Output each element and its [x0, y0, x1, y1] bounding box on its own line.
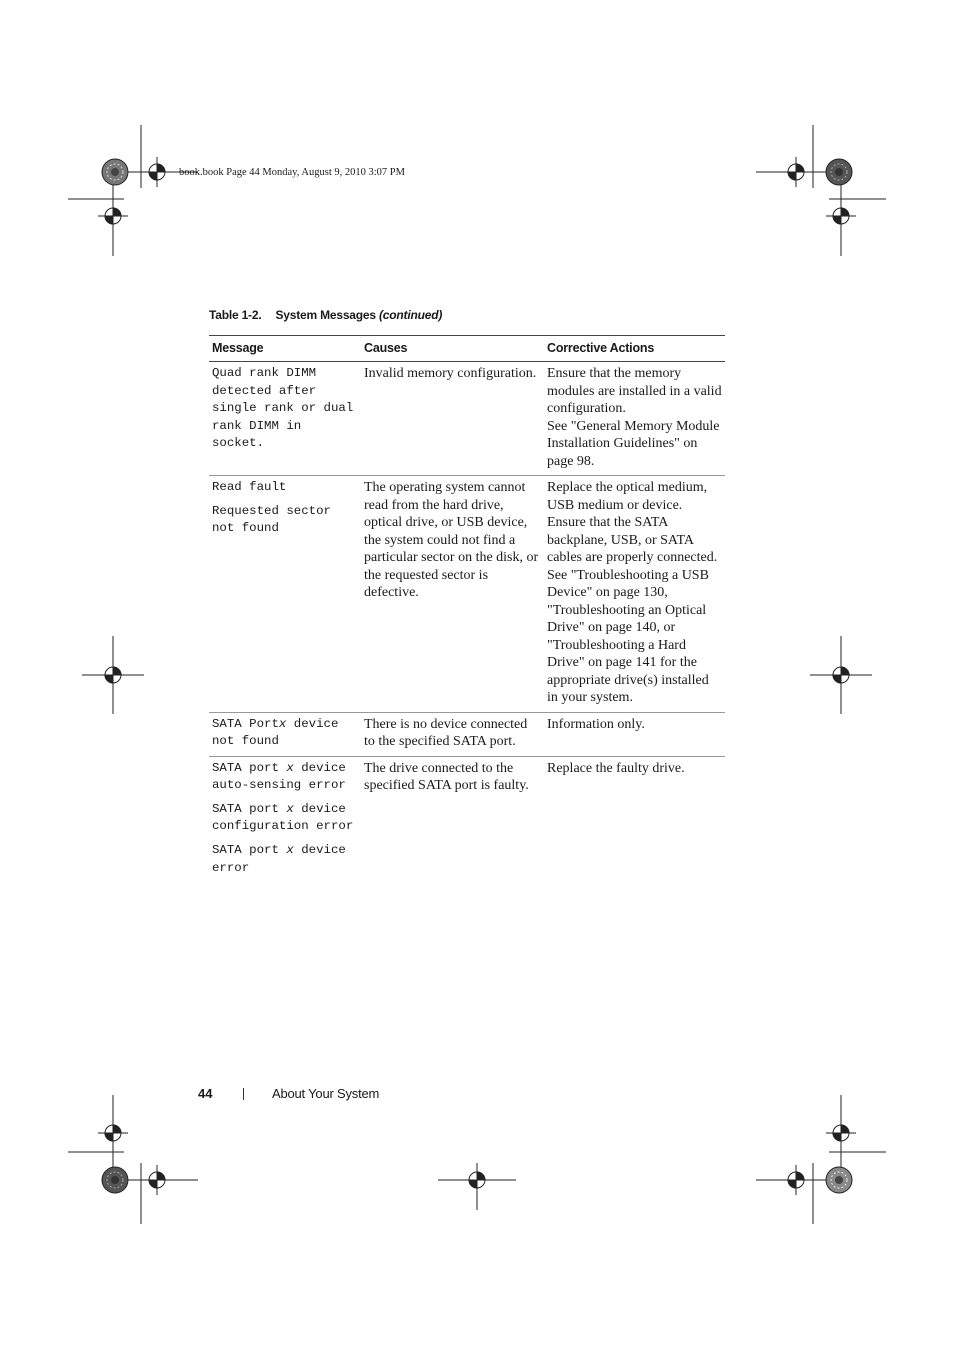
message-text: Read fault [212, 480, 287, 494]
table-row [209, 712, 725, 756]
action-text: Replace the faulty drive. [547, 760, 685, 776]
actions-cell [544, 476, 725, 713]
message-text: Requested sector not found [212, 503, 331, 536]
message-text [212, 801, 358, 836]
actions-cell [544, 712, 725, 756]
table-row [209, 476, 725, 713]
action-text: See "General Memory Module Installation Guidelines" on page 98. [547, 418, 720, 469]
message-text [212, 716, 358, 751]
print-slug: book.book Page 44 Monday, August 9, 2010 3:07 PM [179, 167, 405, 178]
footer-section-title: About Your System [272, 1086, 380, 1101]
causes-cell: The drive connected to the specified SATA port is faulty. [364, 760, 529, 794]
table-label: Table 1-2. [209, 308, 262, 322]
message-segment: SATA Port [212, 716, 279, 731]
message-segment: device configuration error [212, 801, 354, 834]
causes-cell: The operating system cannot read from the hard drive, optical drive, or USB device, the system could not find a particular sector on the disk, or the requested sector is defective. [361, 476, 544, 713]
message-variable: x [286, 801, 294, 816]
action-text: Information only. [547, 716, 645, 732]
page-number: 44 [198, 1086, 213, 1101]
message-segment: SATA port [212, 843, 287, 858]
causes-cell: Invalid memory configuration. [361, 362, 544, 476]
table-continued: (continued) [379, 308, 443, 322]
header-causes: Causes [361, 336, 544, 362]
message-segment: device not found [212, 716, 339, 749]
system-messages-table [209, 335, 725, 882]
message-text [212, 365, 358, 453]
table-header-row [209, 336, 725, 362]
action-text: Replace the optical medium, USB medium or device. Ensure that the SATA backplane, USB, or SATA cables are properly connected. [547, 480, 718, 565]
table-caption [209, 308, 442, 322]
message-variable: x [286, 843, 294, 858]
message-segment: device error [212, 843, 346, 875]
message-segment: . [256, 436, 265, 451]
action-text: Ensure that the memory modules are installed in a valid configuration. [547, 366, 722, 416]
message-segment: SATA port [212, 801, 287, 816]
message-cell [209, 712, 361, 756]
message-segment: device auto-sensing error [212, 760, 346, 793]
actions-cell [544, 756, 725, 882]
footer-divider [243, 1088, 244, 1100]
message-cell [209, 362, 361, 476]
actions-cell [544, 362, 725, 476]
message-text [212, 760, 358, 795]
table-row [209, 756, 725, 882]
table-title: System Messages [275, 308, 379, 322]
message-cell [209, 476, 361, 713]
message-segment: Quad rank DIMM detected after single rank or dual rank DIMM in socket [212, 366, 354, 451]
header-message: Message [209, 336, 361, 362]
message-text [212, 842, 358, 877]
message-segment: SATA port [212, 760, 287, 775]
causes-cell: There is no device connected to the specified SATA port. [361, 712, 544, 756]
message-variable: x [286, 760, 294, 775]
header-corrective-actions: Corrective Actions [544, 336, 725, 362]
message-variable: x [278, 716, 287, 731]
action-text: See "Troubleshooting a USB Device" on page 130, "Troubleshooting an Optical Drive" on page 140, or "Troubleshooting a Hard Drive" on page 141 for the appropriate drive(s) installed in your system. [547, 567, 709, 705]
message-cell [209, 756, 361, 882]
table-row [209, 362, 725, 476]
